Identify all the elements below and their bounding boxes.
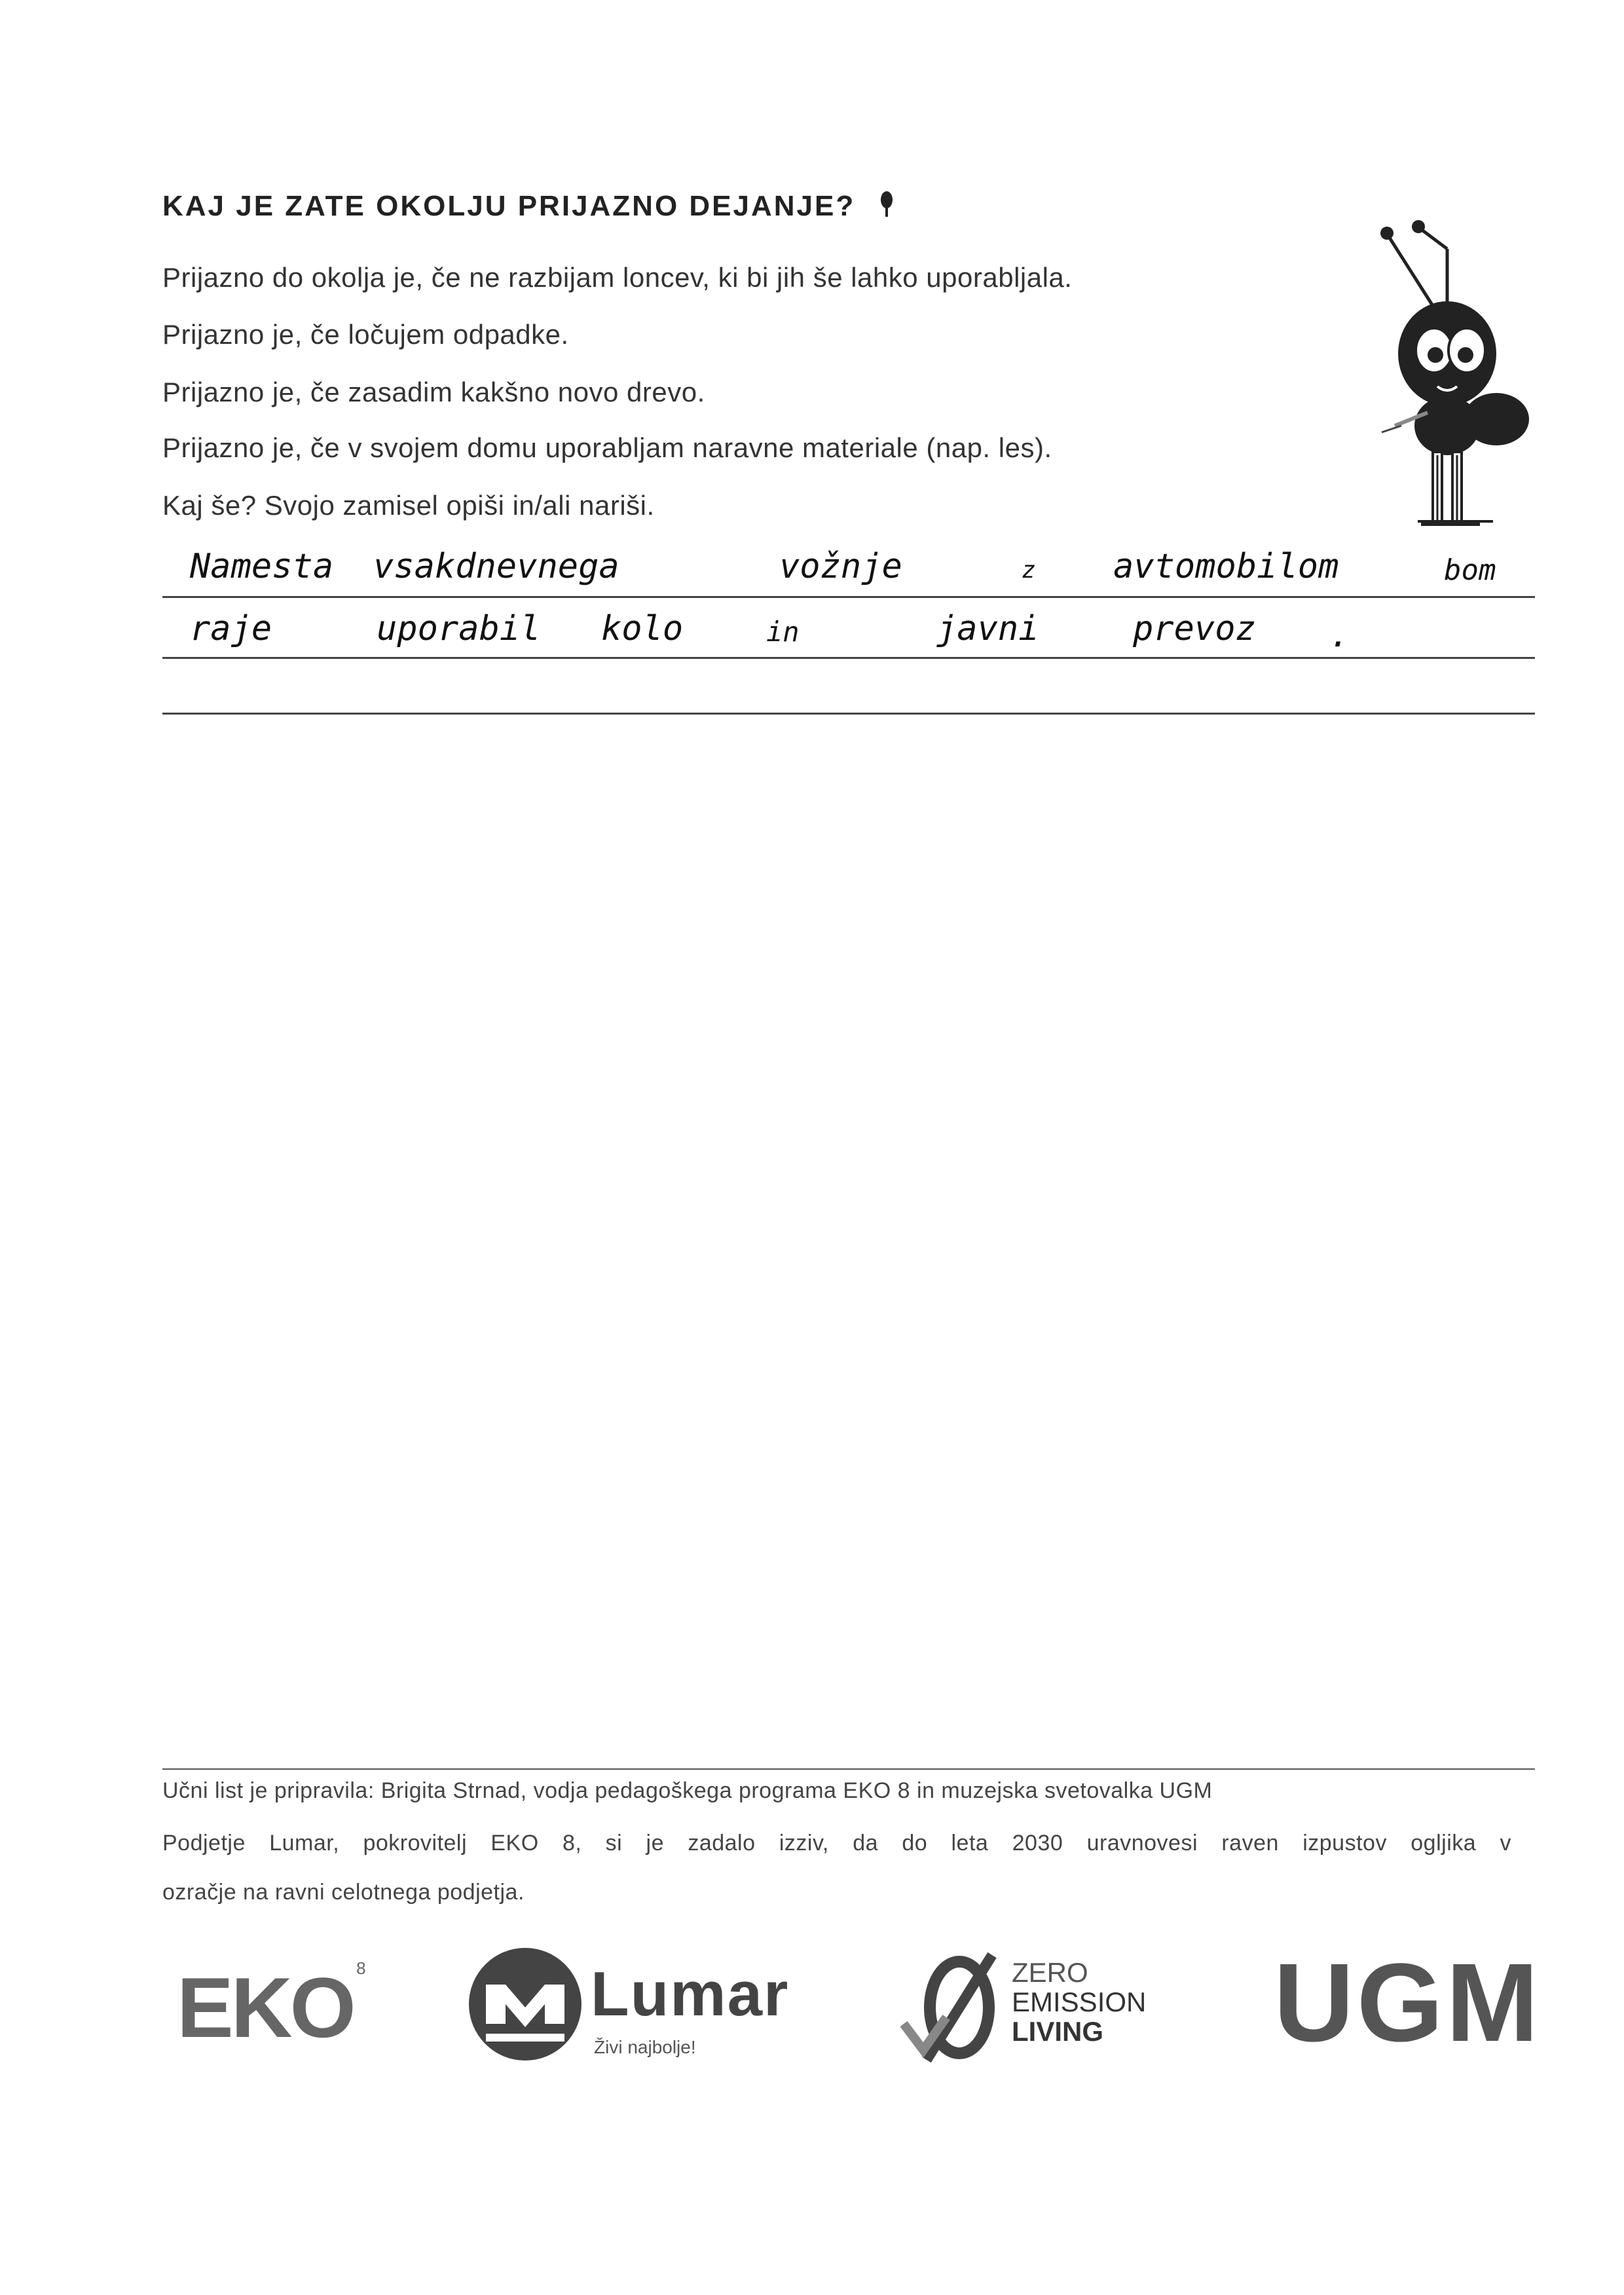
ant-mascot [1356, 210, 1539, 553]
lumar-wordmark: Lumar [591, 1959, 790, 2029]
statement-4: Prijazno je, če v svojem domu uporabljam naravne materiale (nap. les). [162, 432, 1052, 463]
handwritten-word: kolo [601, 609, 684, 648]
footer-divider [162, 1768, 1535, 1770]
footer-sponsor-line-1: Podjetje Lumar, pokrovitelj EKO 8, si je zadalo izziv, da do leta 2030 uravnovesi raven izpustov ogljika v [162, 1831, 1511, 1856]
handwritten-word: javni [936, 609, 1039, 648]
eko8-logo [177, 1958, 366, 2057]
lumar-emblem-icon [466, 1945, 584, 2063]
worksheet-title-text: KAJ JE ZATE OKOLJU PRIJAZNO DEJANJE? [162, 190, 856, 222]
handwritten-word: avtomobilom [1113, 547, 1339, 586]
answer-line-3[interactable] [162, 713, 1535, 715]
statement-3: Prijazno je, če zasadim kakšno novo drevo. [162, 377, 705, 407]
eko-logo-text: EKO [177, 1960, 354, 2055]
footer-sponsor-line-2: ozračje na ravni celotnega podjetja. [162, 1880, 525, 1905]
zero-line-2: EMISSION [1012, 1987, 1147, 2017]
handwritten-word: Namesta [190, 547, 334, 586]
zero-emission-logo [900, 1952, 1175, 2070]
statement-2: Prijazno je, če ločujem odpadke. [162, 319, 569, 350]
statement-5-prompt: Kaj še? Svojo zamisel opiši in/ali nariši. [162, 490, 655, 521]
handwritten-word: uporabil [377, 609, 541, 648]
zero-line-1: ZERO [1012, 1957, 1088, 1988]
handwritten-word: z [1022, 557, 1036, 584]
statement-1: Prijazno do okolja je, če ne razbijam loncev, ki bi jih še lahko uporabljala. [162, 262, 1073, 293]
zero-check-icon [900, 1952, 1005, 2063]
ugm-logo: UGM [1274, 1941, 1541, 2065]
answer-line-2 [162, 657, 1535, 659]
handwritten-word: vožnje [779, 547, 902, 586]
zero-line-3: LIVING [1012, 2016, 1104, 2047]
worksheet-title [162, 190, 894, 225]
handwritten-word: . [1329, 616, 1350, 655]
handwritten-word: bom [1444, 553, 1496, 587]
handwritten-word: vsakdnevnega [373, 547, 619, 586]
handwritten-word: prevoz [1133, 609, 1256, 648]
footer-credit: Učni list je pripravila: Brigita Strnad, vodja pedagoškega programa EKO 8 in muzejska svetovalka UGM [162, 1778, 1213, 1803]
tree-icon [879, 191, 894, 225]
eko-logo-sup: 8 [356, 1958, 366, 1978]
lumar-tagline: Živi najbolje! [594, 2037, 696, 2057]
lumar-logo [466, 1945, 794, 2076]
handwritten-word: in [766, 616, 800, 648]
handwritten-word: raje [190, 609, 272, 648]
answer-line-1 [162, 596, 1535, 598]
